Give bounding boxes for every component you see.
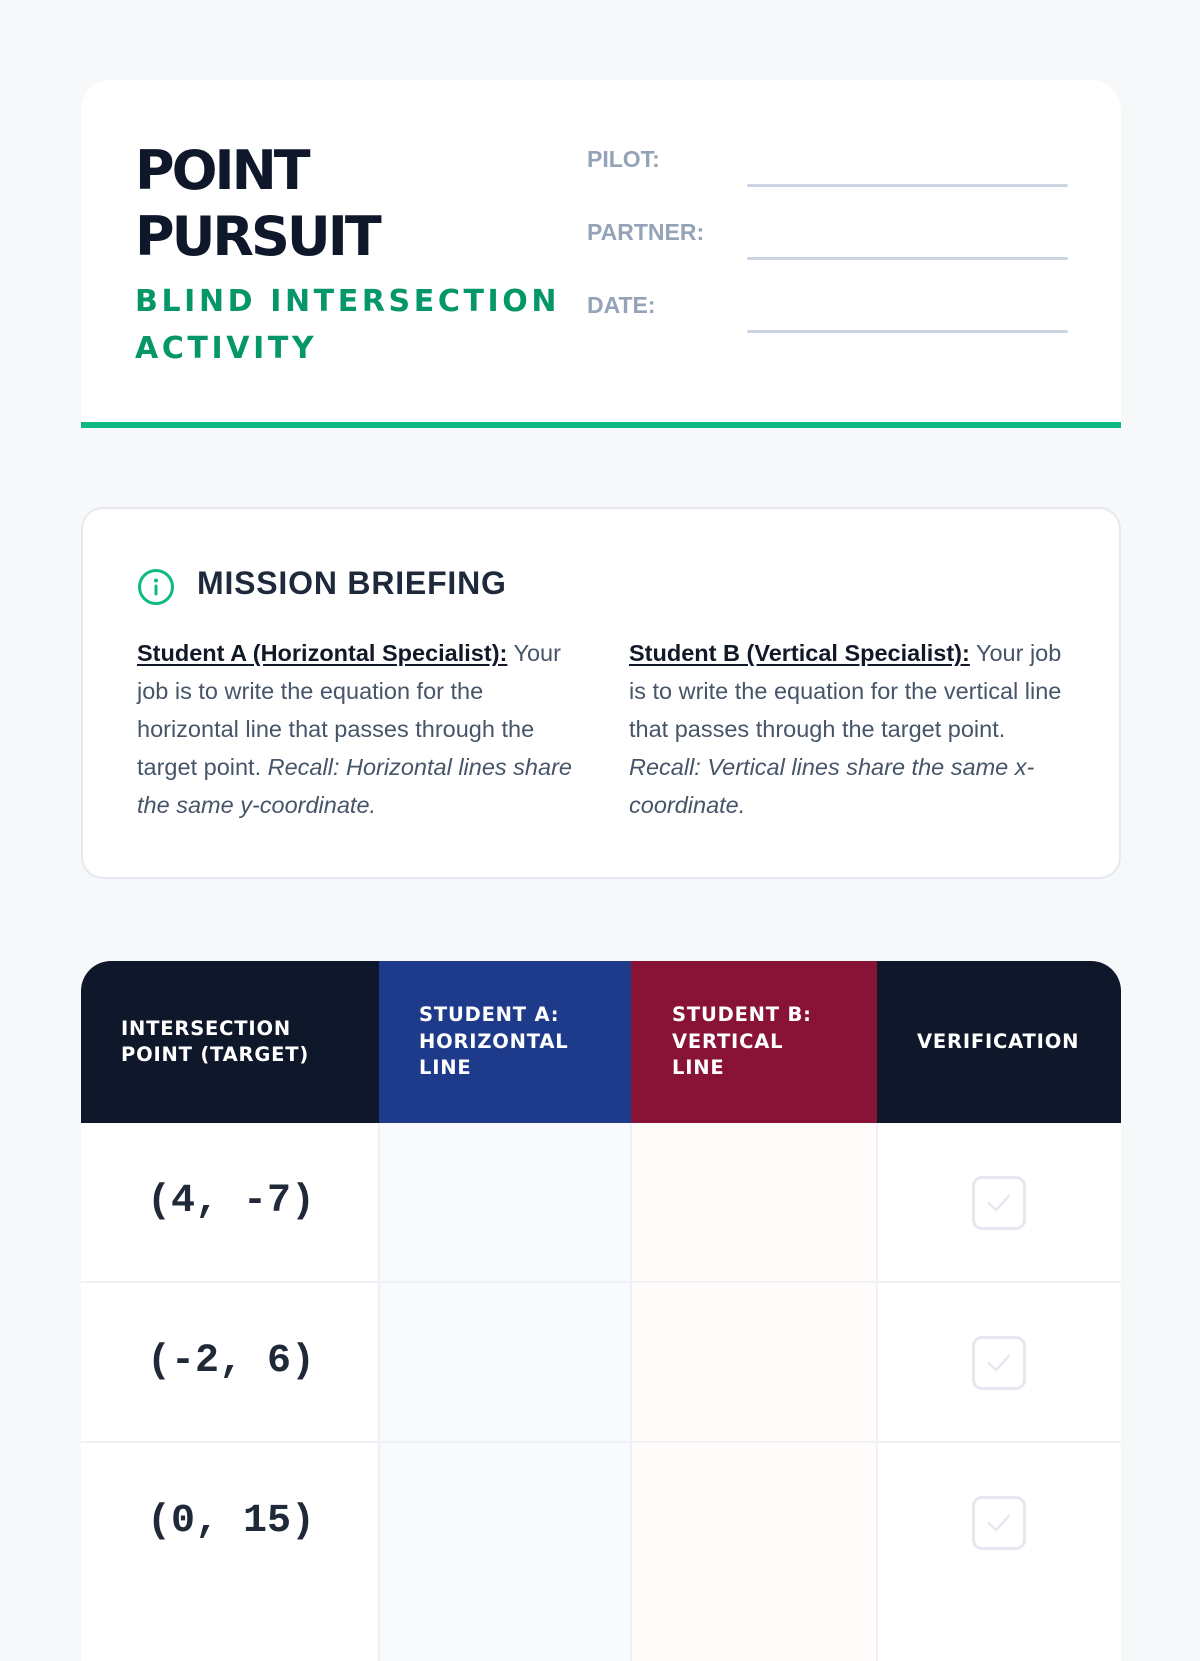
target-point: (0, 15) <box>147 1499 316 1544</box>
header-student-b <box>631 961 877 1123</box>
header-card <box>81 80 1121 428</box>
header-line: VERIFICATION <box>917 1029 1080 1053</box>
header-line: STUDENT B: <box>672 1003 812 1027</box>
student-b-answer-cell[interactable] <box>631 1283 877 1441</box>
table-header <box>81 961 1121 1123</box>
student-a-answer-cell[interactable] <box>379 1123 631 1281</box>
header-line: POINT (TARGET) <box>121 1043 310 1066</box>
checkmark-icon <box>986 1350 1012 1376</box>
page-subtitle: BLIND INTERSECTION ACTIVITY <box>135 284 561 366</box>
partner-label: PARTNER: <box>587 219 705 245</box>
student-b-answer-cell[interactable] <box>631 1443 877 1603</box>
checkmark-icon <box>986 1190 1012 1216</box>
title-line-1: POINT <box>135 139 308 202</box>
header-line: STUDENT A: <box>419 1003 560 1027</box>
student-b-text: Your job is to write the equation for the vertical line that passes through the target point. <box>629 640 1062 742</box>
student-a-answer-cell[interactable] <box>379 1283 631 1441</box>
header-intersection-point <box>81 961 379 1123</box>
header-line: HORIZONTAL <box>419 1029 569 1053</box>
header-line: INTERSECTION <box>121 1016 291 1040</box>
target-point: (4, -7) <box>147 1179 316 1224</box>
student-a-role: Student A (Horizontal Specialist): <box>137 640 508 666</box>
mission-briefing-card <box>81 507 1121 879</box>
pilot-field[interactable] <box>747 184 1068 187</box>
page-title <box>135 138 379 270</box>
pilot-label: PILOT: <box>587 146 660 172</box>
checkmark-icon <box>986 1510 1012 1536</box>
student-b-role: Student B (Vertical Specialist): <box>629 640 970 666</box>
partner-field[interactable] <box>747 257 1068 260</box>
header-line: LINE <box>419 1056 472 1080</box>
target-point: (-2, 6) <box>147 1339 316 1384</box>
date-label: DATE: <box>587 292 656 318</box>
intersection-table <box>81 961 1121 1661</box>
student-b-instructions <box>629 634 1069 824</box>
date-field[interactable] <box>747 330 1068 333</box>
verification-checkbox[interactable] <box>972 1496 1026 1550</box>
student-a-answer-cell[interactable] <box>379 1443 631 1603</box>
header-line: LINE <box>672 1056 725 1080</box>
info-icon <box>137 568 175 606</box>
student-b-answer-cell[interactable] <box>631 1123 877 1281</box>
briefing-title: MISSION BRIEFING <box>197 565 507 601</box>
verification-checkbox[interactable] <box>972 1336 1026 1390</box>
student-a-instructions <box>137 634 577 824</box>
student-a-recall: Recall: Horizontal lines share the same y-coordinate. <box>137 754 572 818</box>
header-line: VERTICAL <box>672 1029 784 1053</box>
header-verification <box>877 961 1121 1123</box>
verification-checkbox[interactable] <box>972 1176 1026 1230</box>
student-b-recall: Recall: Vertical lines share the same x-coordinate. <box>629 754 1035 818</box>
title-line-2: PURSUIT <box>135 205 379 268</box>
student-a-text: Your job is to write the equation for the horizontal line that passes through the target point. <box>137 640 561 780</box>
header-student-a <box>379 961 631 1123</box>
